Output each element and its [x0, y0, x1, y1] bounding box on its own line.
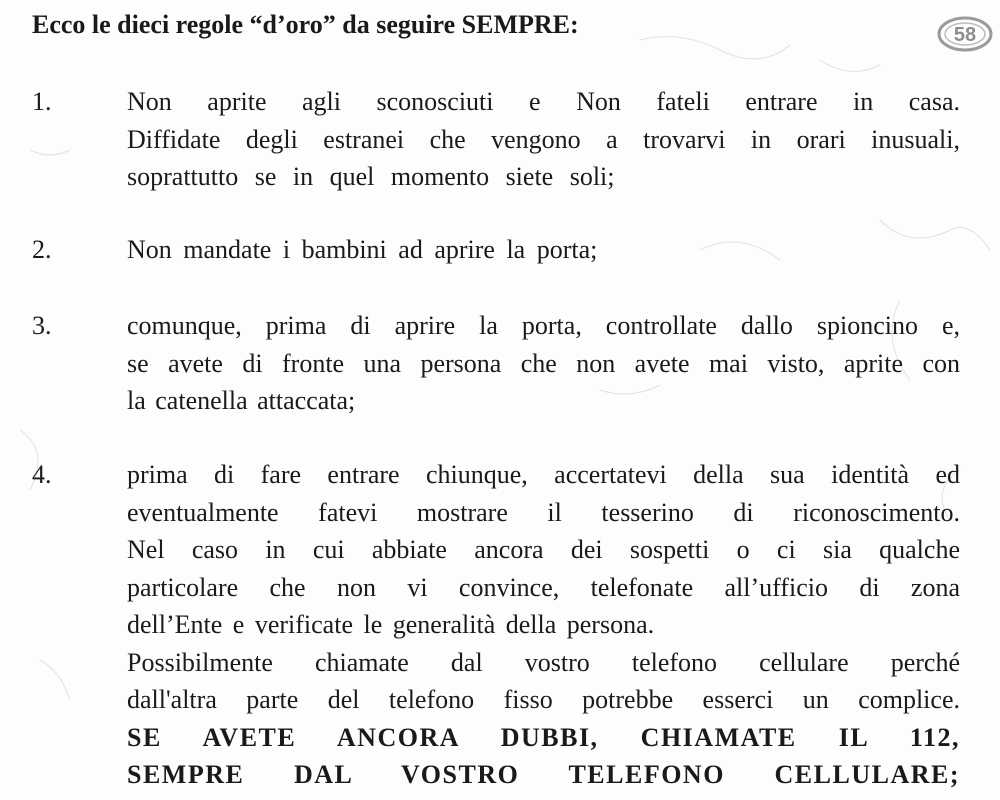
rule-line: Nel caso in cui abbiate ancora dei sospetti o ci sia qualche: [127, 535, 960, 564]
rule-line: la catenella attaccata;: [127, 386, 356, 415]
rule-text: [127, 83, 960, 196]
rule-line: soprattutto se in quel momento siete soli;: [127, 162, 615, 191]
rule-number: 2.: [32, 235, 52, 264]
rule-line-emphasis: SEMPRE DAL VOSTRO TELEFONO CELLULARE;: [127, 760, 960, 789]
rule-line: eventualmente fatevi mostrare il tesserino di riconoscimento.: [127, 497, 960, 527]
rule-text: [127, 307, 960, 420]
page-heading: Ecco le dieci regole “d’oro” da seguire SEMPRE:: [32, 10, 579, 39]
rule-line: particolare che non vi convince, telefonate all’ufficio di zona: [127, 572, 960, 602]
rule-line: dall'altra parte del telefono fisso potrebbe esserci un complice.: [127, 685, 960, 714]
rule-number: 1.: [32, 87, 52, 116]
rule-line: Non aprite agli sconosciuti e Non fateli entrare in casa.: [127, 87, 960, 116]
rule-line: Possibilmente chiamate dal vostro telefono cellulare perché: [127, 647, 960, 677]
rule-line: dell’Ente e verificate le generalità della persona.: [127, 610, 655, 639]
rule-line: comunque, prima di aprire la porta, controllate dallo spioncino e,: [127, 311, 960, 340]
rule-line: Diffidate degli estranei che vengono a trovarvi in orari inusuali,: [127, 124, 960, 154]
rule-text: [127, 231, 960, 269]
rule-number: 3.: [32, 311, 52, 340]
rule-text: [127, 456, 960, 794]
rule-line-emphasis: SE AVETE ANCORA DUBBI, CHIAMATE IL 112,: [127, 722, 960, 752]
rule-line: prima di fare entrare chiunque, accertatevi della sua identità ed: [127, 460, 960, 489]
rule-number: 4.: [32, 460, 52, 489]
rule-line: Non mandate i bambini ad aprire la porta;: [127, 235, 598, 264]
rule-line: se avete di fronte una persona che non avete mai visto, aprite con: [127, 348, 960, 378]
channel-logo-text: 58: [953, 24, 977, 46]
channel-logo: [936, 14, 994, 54]
